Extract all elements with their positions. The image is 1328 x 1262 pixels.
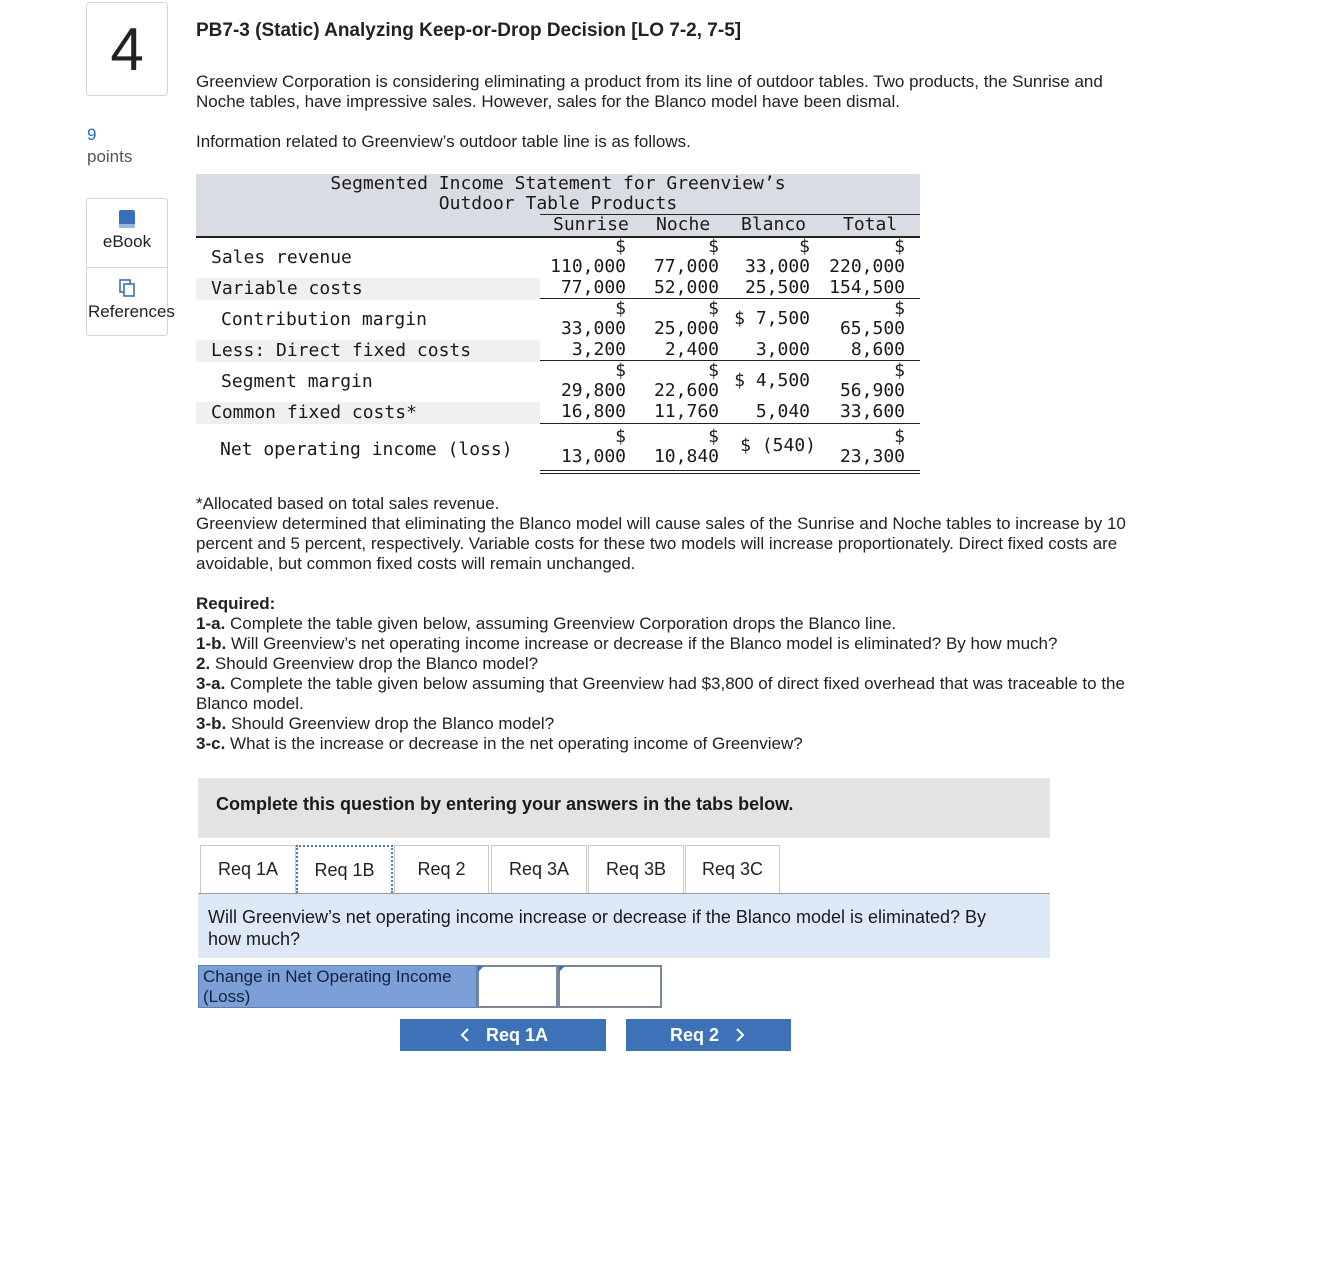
row-label-common-fixed: Common fixed costs* <box>211 402 417 423</box>
cell-variable-blanco: 25,500 <box>744 277 810 298</box>
required-item: 2. Should Greenview drop the Blanco model? <box>196 654 539 673</box>
cell-variable-total: 154,500 <box>829 277 905 298</box>
cell-cfc-noche: 11,760 <box>653 401 719 422</box>
income-statement-table <box>196 174 920 474</box>
cell-dfc-noche: 2,400 <box>664 339 719 360</box>
rule-after-common-fixed <box>540 423 920 424</box>
problem-intro: Greenview Corporation is considering eliminating a product from its line of outdoor tables. Two products, the Sunrise and Noche tables, have impressive sales. However, sales for the Blanco model have been dismal. <box>196 72 1103 111</box>
cell-cfc-blanco: 5,040 <box>755 401 810 422</box>
cell-sm-total: $ 56,900 <box>839 360 905 401</box>
double-rule-top <box>540 470 920 471</box>
row-label-net-operating-income: Net operating income (loss) <box>220 439 513 460</box>
instruction-panel <box>198 778 1050 838</box>
amount-input[interactable] <box>558 965 662 1008</box>
table-title-band <box>196 174 920 214</box>
cell-sm-sunrise: $ 29,800 <box>560 360 626 401</box>
tab-req-3a[interactable]: Req 3A <box>491 845 587 893</box>
chevron-right-icon <box>733 1027 747 1043</box>
problem-title: PB7-3 (Static) Analyzing Keep-or-Drop Decision [LO 7-2, 7-5] <box>196 20 742 41</box>
references-label: References <box>88 302 175 321</box>
details-paragraph: Greenview determined that eliminating the Blanco model will cause sales of the Sunrise and Noche tables to increase by 10 percent and 5 percent, respectively. Variable costs for these two models will increase proportionately. Direct fixed costs are avoidable, but common fixed costs will remain unchanged. <box>196 514 1126 573</box>
footnote: *Allocated based on total sales revenue. <box>196 494 500 513</box>
cell-cfc-total: 33,600 <box>839 401 905 422</box>
cell-variable-sunrise: 77,000 <box>560 277 626 298</box>
input-marker-icon <box>559 966 565 972</box>
cell-cfc-sunrise: 16,800 <box>560 401 626 422</box>
references-link[interactable] <box>88 279 175 322</box>
cell-noi-blanco: $ (540) <box>740 435 816 456</box>
cell-cm-blanco: $ 7,500 <box>734 308 810 329</box>
points-value: 9 <box>87 125 97 144</box>
required-item: 3-c. What is the increase or decrease in the net operating income of Greenview? <box>196 734 803 753</box>
question-number: 4 <box>86 2 168 96</box>
col-header-total: Total <box>843 214 898 235</box>
required-item: 3-a. Complete the table given below assuming that Greenview had $3,800 of direct fixed overhead that was traceable to the Blanco model. <box>196 674 1125 713</box>
cell-sales-noche: $ 77,000 <box>653 236 719 277</box>
required-item: 1-b. Will Greenview’s net operating income increase or decrease if the Blanco model is eliminated? By how much? <box>196 634 1058 653</box>
row-label-segment-margin: Segment margin <box>221 371 373 392</box>
dropdown-marker-icon <box>478 966 484 972</box>
cell-dfc-sunrise: 3,200 <box>571 339 626 360</box>
copy-icon <box>118 279 136 299</box>
row-label-variable-costs: Variable costs <box>211 278 363 299</box>
next-req-button[interactable] <box>626 1019 791 1051</box>
cell-cm-total: $ 65,500 <box>839 298 905 339</box>
cell-noi-noche: $ 10,840 <box>653 426 719 467</box>
col-header-blanco: Blanco <box>741 214 807 235</box>
current-question-text: Will Greenview’s net operating income increase or decrease if the Blanco model is eliminated? By how much? <box>208 907 987 949</box>
tab-req-1a[interactable]: Req 1A <box>200 845 296 893</box>
row-label-direct-fixed: Less: Direct fixed costs <box>211 340 472 361</box>
increase-decrease-select[interactable] <box>477 965 558 1008</box>
next-req-label: Req 2 <box>669 1024 720 1045</box>
resources-box <box>86 198 175 336</box>
col-header-sunrise: Sunrise <box>553 214 629 235</box>
tab-req-3b[interactable]: Req 3B <box>588 845 684 893</box>
tab-req-1b[interactable]: Req 1B <box>296 845 393 893</box>
answer-label-text: Change in Net Operating Income (Loss) <box>203 967 452 1006</box>
prev-req-button[interactable] <box>400 1019 606 1051</box>
problem-info: Information related to Greenview’s outdoor table line is as follows. <box>196 132 691 151</box>
tab-req-2[interactable]: Req 2 <box>394 845 489 893</box>
row-label-contribution-margin: Contribution margin <box>221 309 427 330</box>
ebook-label: eBook <box>102 232 152 251</box>
table-title-line2: Outdoor Table Products <box>438 193 678 214</box>
cell-dfc-blanco: 3,000 <box>755 339 810 360</box>
required-list <box>196 594 1136 754</box>
sidebar-divider <box>87 267 167 268</box>
tab-req-3c[interactable]: Req 3C <box>685 845 780 893</box>
cell-sales-blanco: $ 33,000 <box>744 236 810 277</box>
cell-cm-noche: $ 25,000 <box>653 298 719 339</box>
row-label-sales-revenue: Sales revenue <box>211 247 352 268</box>
cell-dfc-total: 8,600 <box>850 339 905 360</box>
table-title-line1: Segmented Income Statement for Greenview’s <box>330 173 786 194</box>
col-header-noche: Noche <box>656 214 711 235</box>
chevron-left-icon <box>458 1027 472 1043</box>
instruction-text: Complete this question by entering your answers in the tabs below. <box>216 794 794 814</box>
cell-sm-noche: $ 22,600 <box>653 360 719 401</box>
required-item: 3-b. Should Greenview drop the Blanco model? <box>196 714 555 733</box>
double-rule-bottom <box>540 473 920 474</box>
answer-row-label <box>198 965 477 1008</box>
book-icon <box>118 209 136 229</box>
prev-req-label: Req 1A <box>485 1024 548 1045</box>
required-item: 1-a. Complete the table given below, assuming Greenview Corporation drops the Blanco line. <box>196 614 897 633</box>
ebook-link[interactable] <box>87 209 167 252</box>
cell-sm-blanco: $ 4,500 <box>734 370 810 391</box>
cell-variable-noche: 52,000 <box>653 277 719 298</box>
required-heading: Required: <box>196 594 276 613</box>
cell-noi-total: $ 23,300 <box>839 426 905 467</box>
cell-noi-sunrise: $ 13,000 <box>560 426 626 467</box>
cell-sales-sunrise: $ 110,000 <box>550 236 626 277</box>
points-label: points <box>87 147 133 166</box>
points-display <box>87 124 132 168</box>
cell-sales-total: $ 220,000 <box>829 236 905 277</box>
current-question-box <box>198 894 1050 958</box>
cell-cm-sunrise: $ 33,000 <box>560 298 626 339</box>
